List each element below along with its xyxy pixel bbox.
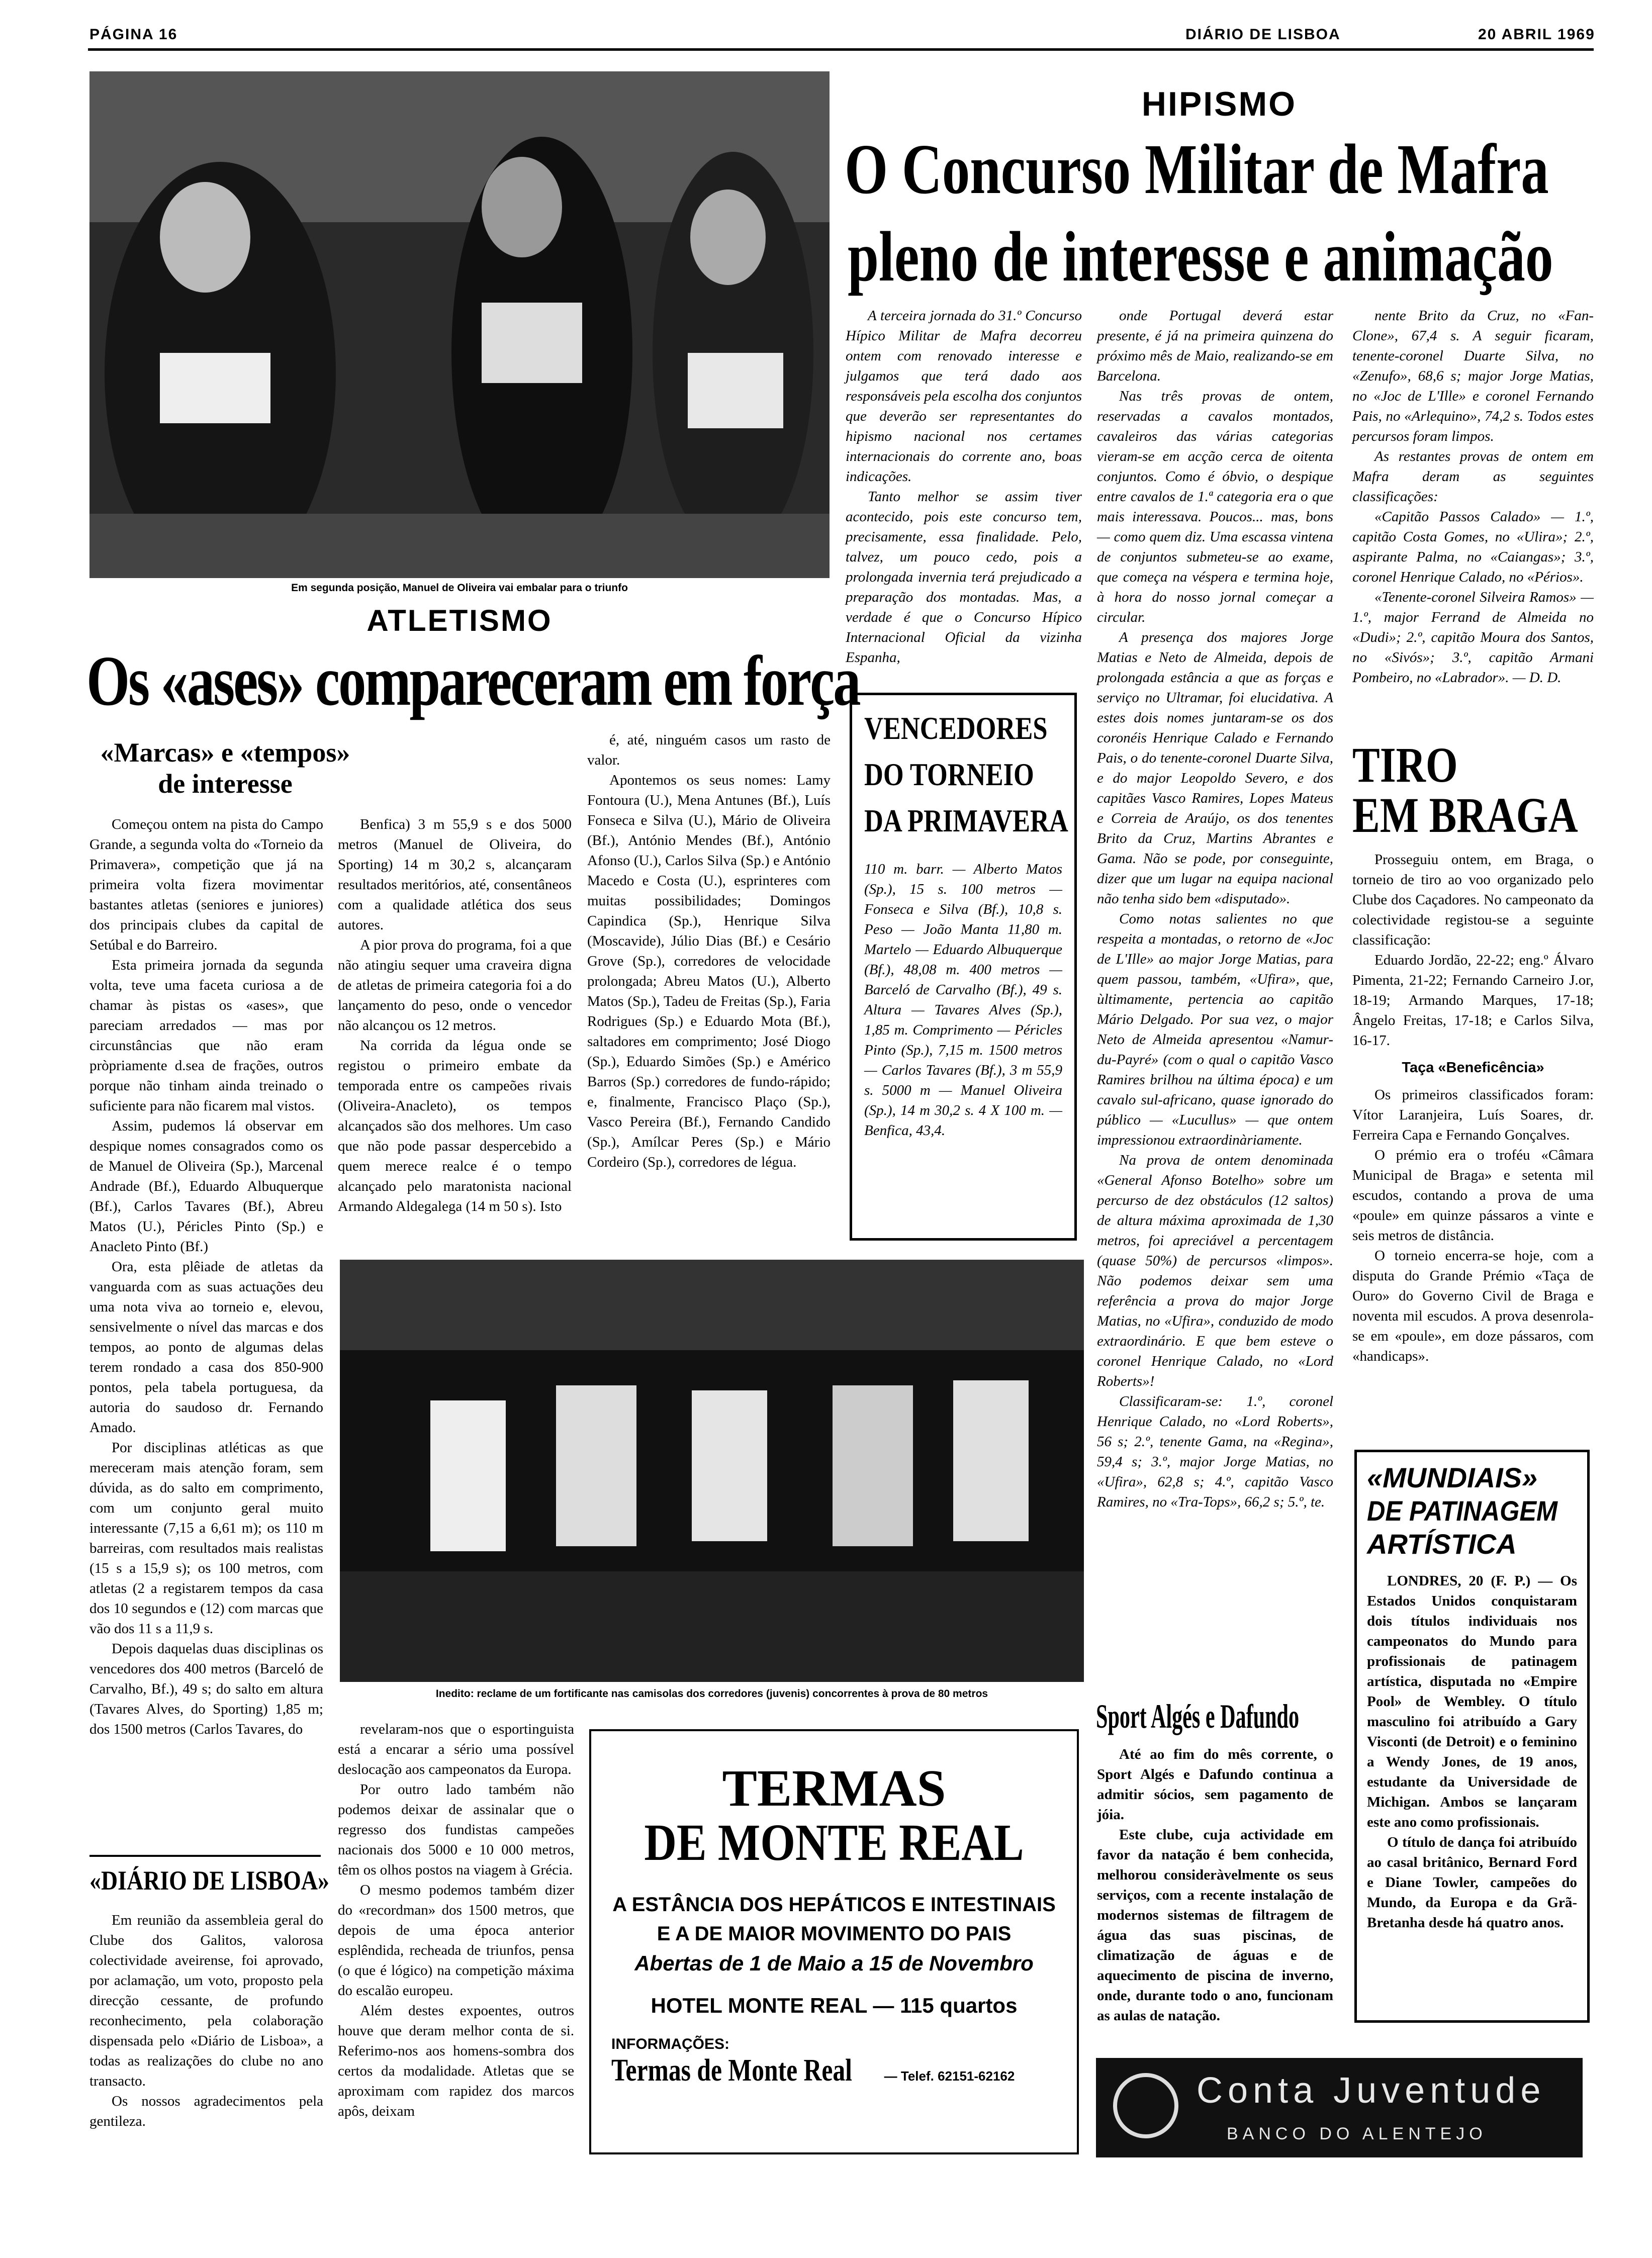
paragraph: Apontemos os seus nomes: Lamy Fontoura (U.), Mena Antunes (Bf.), Luís Fonseca e Silva (U.), Mário de Oliveira (Bf.), António Mendes (Bf.), António Afonso (U.), Carlos Silva (Sp.) e António Macedo e Costa (U.), esprinteres com muitas possibilidades; Domingos Capindica (Sp.), Henrique Silva (Moscavide), Júlio Dias (Bf.) e Cesário Grove (Sp.), corredores de velocidade prolongada; Abreu Matos (U.), Alberto Matos (Sp.), Tadeu de Freitas (Sp.), Faria Rodrigues (Sp.) e Eduardo Mota (Bf.), saltadores em comprimento; José Diogo (Sp.), Eduardo Simões (Sp.) e Américo Barros (Sp.) corredores de fundo-rápido; e, finalmente, Francisco Plaço (Sp.), Vasco Pereira (Bf.), Fernando Candido (Sp.), Amílcar Peres (Sp.) e Mário Cordeiro (Sp.), corredores de légua.	[587, 772, 831, 1170]
sport-alges-text	[1097, 1744, 1333, 2026]
tiro-title-line: TIRO	[1352, 737, 1458, 793]
paragraph: «Tenente-coronel Silveira Ramos» — 1.º, major Ferrand de Almeida no «Dudi»; 2.º, capitão Moura dos Santos, no «Sivós»; 3.º, capitão Armani Pombeiro, no «Labrador». — D. D.	[1352, 589, 1594, 686]
banco-alentejo-ad	[1096, 2058, 1583, 2157]
paragraph: A pior prova do programa, foi a que não atingiu sequer uma craveira digna de atletas de primeira categoria foi a do lançamento do peso, onde o vencedor não alcançou os 12 metros.	[338, 937, 572, 1033]
paragraph: O título de dança foi atribuído ao casal britânico, Bernard Ford e Diane Towler, campeões do Mundo, da Europa e da Grã-Bretanha desde há quatro anos.	[1367, 1834, 1577, 1931]
paragraph: A terceira jornada do 31.º Concurso Hípico Militar de Mafra decorreu ontem com renovado interesse e julgamos que terá dado aos responsáveis pela escolha dos conjuntos que deverão ser representantes do hipismo nacional nos certames internacionais do corrente ano, boas indicações.	[846, 308, 1082, 485]
tiro-title	[1352, 737, 1594, 843]
paragraph: Por outro lado também não podemos deixar de assinalar que o regresso dos fundistas campeões nacionais dos 5000 e 10 000 metros, têm os olhos postos na viagem à Grécia.	[338, 1781, 574, 1878]
juvenile-runners-photo	[340, 1260, 1084, 1682]
top-photo-caption: Em segunda posição, Manuel de Oliveira vai embalar para o triunfo	[291, 582, 628, 594]
newspaper-name: DIÁRIO DE LISBOA	[1185, 26, 1341, 43]
paragraph: Ora, esta plêiade de atletas da vanguarda com as suas actuações deu uma nota viva ao torneio e, elevou, sensivelmente o nível das marcas e dos tempos, ao ponto de algumas delas terem rondado a casa dos 850-900 pontos, pela tabela portuguesa, da autoria do saudoso dr. Fernando Amado.	[89, 1259, 323, 1436]
section-hipismo: HIPISMO	[1141, 85, 1297, 123]
vencedores-title	[852, 695, 1074, 844]
paragraph: Na corrida da légua onde se registou o primeiro embate da temporada entre os campeões rivais (Oliveira-Anacleto), os tempos alcançados são dos melhores. Um caso que não pode passar despercebido a quem merece realce é o tempo alcançado pelo maratonista nacional Armando Aldegalega (14 m 50 s). Isto	[338, 1038, 572, 1214]
paragraph: Depois daquelas duas disciplinas os vencedores dos 400 metros (Barceló de Carvalho, Bf.), 49 s; do salto em altura (Tavares Alves, do Sporting) 1,85 m; dos 1500 metros (Carlos Tavares, do	[89, 1641, 323, 1737]
paragraph: onde Portugal deverá estar presente, é já na primeira quinzena do próximo mês de Maio, realizando-se em Barcelona.	[1097, 308, 1333, 384]
atletismo-column-1	[89, 814, 323, 1739]
vencedores-box	[850, 693, 1077, 1241]
termas-contact-name: Termas de Monte Real	[611, 2053, 852, 2088]
paragraph: Os nossos agradecimentos pela gentileza.	[89, 2093, 323, 2129]
paragraph: Benfica) 3 m 55,9 s e dos 5000 metros (Manuel de Oliveira, do Sporting) 14 m 30,2 s, alcançaram resultados meritórios, até, consentâneos com a qualidade atlética dos seus autores.	[338, 816, 572, 933]
termas-contact	[591, 2053, 1077, 2089]
atletismo-subheading: «Marcas» e «tempos» de interesse	[100, 737, 350, 799]
mundiais-title	[1357, 1452, 1587, 1561]
diario-text	[89, 1910, 323, 2131]
paragraph: O torneio encerra-se hoje, com a disputa do Grande Prémio «Taça de Ouro» do Governo Civil de Braga e noventa mil escudos. A prova desenrola-se em «poule», em doze pássaros, com «handicaps».	[1352, 1248, 1594, 1364]
paragraph: O prémio era o troféu «Câmara Municipal de Braga» e setenta mil escudos, contando a prova de uma «poule» em quinze pássaros a vinte e seis metros de distância.	[1352, 1147, 1594, 1244]
paragraph: nente Brito da Cruz, no «Fan-Clone», 67,4 s. A seguir ficaram, tenente-coronel Duarte Silva, no «Zenufo», 68,6 s; major Jorge Matias, no «Joc de L'Ille» e coronel Fernando Pais, no «Arlequino», 74,2 s. Todos estes percursos foram limpos.	[1352, 308, 1594, 444]
tiro-subhead: Taça «Beneficência»	[1402, 1060, 1544, 1076]
bank-ad-name: BANCO DO ALENTEJO	[1227, 2124, 1487, 2143]
sport-alges-title: Sport Algés e Dafundo	[1096, 1697, 1300, 1735]
paragraph: O mesmo podemos também dizer do «recordman» dos 1500 metros, que depois de uma época anterior esplêndida, recheada de triunfos, pensa (o que é lógico) na competição máxima do escalão europeu.	[338, 1882, 574, 1999]
tiro-text	[1352, 850, 1594, 1366]
paragraph: revelaram-nos que o esportinguista está a encarar a sério uma possível deslocação aos campeonatos da Europa.	[338, 1721, 574, 1777]
paragraph: A presença dos majores Jorge Matias e Neto de Almeida, depois de prolongada estância a que as forças e serviço no Ultramar, foi elucidativa. A estes dois nomes juntaram-se os dos coronéis Henrique Calado e Fernando Pais, o do tenente-coronel Duarte Silva, e do major Leopoldo Severo, e dos capitães Vasco Ramires, Lopes Mateus e Correia de Araújo, os dos tenentes Brito da Cruz, Martins Abrantes e Gama. Não se pode, por conseguinte, dizer que um lugar na equipa nacional não tenha sido bem «disputado».	[1097, 629, 1333, 907]
termas-info-label: INFORMAÇÕES:	[611, 2036, 729, 2052]
paragraph: Prosseguiu ontem, em Braga, o torneio de tiro ao voo organizado pelo Clube dos Caçadores. No campeonato da colectividade registou-se a seguinte classificação:	[1352, 852, 1594, 948]
paragraph: Começou ontem na pista do Campo Grande, a segunda volta do «Torneio da Primavera», competição que já na primeira volta fizera movimentar bastantes atletas (seniores e juniores) dos principais clubes da capital de Setúbal e do Barreiro.	[89, 816, 323, 953]
paragraph: Como notas salientes no que respeita a montadas, o retorno de «Joc de L'Ille» ao major Jorge Matias, para quem passou, também, «Ufira», que, ùltimamente, pertencia ao capitão Mário Delgado. Por sua vez, o major Neto de Almeida apresentou «Namur-du-Payré» (com o qual o capitão Vasco Ramires brilhou na última época) e um cavalo sul-africano, quase ignorado do público — «Lucullus» — que ontem impressionou extraordinàriamente.	[1097, 911, 1333, 1148]
paragraph: Além destes expoentes, outros houve que deram melhor conta de si. Referimo-nos aos homens-sombra dos certos da modalidade. Atletas que se aproximam com rapidez dos marcos apôs, deixam	[338, 2003, 574, 2119]
mid-photo-caption: Inedito: reclame de um fortificante nas camisolas dos corredores (juvenis) concorrentes à prova de 80 metros	[435, 1688, 988, 1700]
hipismo-column-2	[1097, 306, 1333, 1512]
mundiais-title-line: «MUNDIAIS»	[1367, 1462, 1538, 1493]
paragraph: Os primeiros classificados foram: Vítor Laranjeira, Luís Soares, dr. Ferreira Capa e Fernando Gonçalves.	[1352, 1087, 1594, 1143]
paragraph: Assim, pudemos lá observar em despique nomes consagrados como os de Manuel de Oliveira (Sp.), Marcenal Andrade (Bf.), Eduardo Albuquerque (Bf.), Carlos Tavares (Bf.), Abreu Matos (U.), Péricles Pinto (Sp.) e Anacleto Pinto (Bf.)	[89, 1118, 323, 1255]
mundiais-title-line: DE PATINAGEM	[1367, 1495, 1557, 1527]
vencedores-title-line: VENCEDORES	[864, 710, 1048, 746]
atletismo-column-4	[338, 1719, 574, 2121]
termas-hotel: HOTEL MONTE REAL — 115 quartos	[651, 1994, 1018, 2017]
issue-date: 20 ABRIL 1969	[1478, 26, 1595, 43]
page-number: PÁGINA 16	[89, 26, 178, 43]
vencedores-title-line: DA PRIMAVERA	[864, 803, 1068, 838]
mundiais-text	[1357, 1561, 1587, 1933]
termas-subtitle: DE MONTE REAL	[644, 1814, 1024, 1871]
mundiais-box	[1354, 1450, 1590, 2023]
header-rule	[88, 48, 1594, 51]
mundiais-title-line: ARTÍSTICA	[1367, 1528, 1517, 1560]
paragraph: Na prova de ontem denominada «General Afonso Botelho» sobre um percurso de dez obstáculos (12 saltos) de altura máxima aproximada de 1,30 metros, foi apreciável a percentagem (quase 50%) de percursos «limpos». Não podemos deixar sem uma referência a prova do major Jorge Matias, no «Ufira», conduzido de modo extraordinário. E que bem esteve o coronel Henrique Calado, no «Lord Roberts»!	[1097, 1152, 1333, 1389]
vencedores-results: 110 m. barr. — Alberto Matos (Sp.), 15 s. 100 metros — Fonseca e Silva (Bf.), 10,8 s. Peso — João Manta 11,80 m. Martelo — Eduardo Albuquerque (Bf.), 48,08 m. 400 metros — Barceló de Carvalho (Bf.), 49 s. Altura — Tavares Alves (Sp.), 1,85 m. Comprimento — Péricles Pinto (Sp.), 7,15 m. 1500 metros — Carlos Tavares (Bf.), 3 m 55,9 s. 5000 m — Manuel Oliveira (Sp.), 14 m 30,2 s. 4 X 100 m. — Benfica, 43,4.	[864, 861, 1062, 1139]
paragraph: é, até, ninguém casos um rasto de valor.	[587, 732, 831, 768]
bank-logo-icon	[1113, 2073, 1178, 2138]
atletismo-column-3	[587, 730, 831, 1172]
paragraph: Por disciplinas atléticas as que mereceram mais atenção foram, sem dúvida, as do salto em comprimento, com um conjunto geral muito interessante (7,15 a 6,61 m); os 110 m barreiras, com resultados mais realistas (15 s a 15,9 s); os 100 metros, com atletas (2 a registarem tempos da casa dos 10 segundos e (12) com marcas que vão dos 11 s a 11,9 s.	[89, 1440, 323, 1637]
termas-phone: — Telef. 62151-62162	[884, 2068, 1015, 2084]
paragraph: Até ao fim do mês corrente, o Sport Algés e Dafundo continua a admitir sócios, sem pagamento de jóia.	[1097, 1746, 1333, 1823]
paragraph: LONDRES, 20 (F. P.) — Os Estados Unidos conquistaram dois títulos individuais nos campeonatos do Mundo para profissionais de patinagem artística, disputada no «Empire Pool» de Wembley. O título masculino foi atribuído a Gary Visconti (de Detroit) e o feminino a Wendy Jones, de 19 anos, estudante da Universidade de Michigan. Ambos se lançaram este ano como profissionais.	[1367, 1573, 1577, 1830]
termas-season: Abertas de 1 de Maio a 15 de Novembro	[634, 1951, 1034, 1975]
paragraph: Tanto melhor se assim tiver acontecido, pois este concurso tem, precisamente, essa finalidade. Pelo, talvez, um pouco cedo, pois a prolongada invernia terá prejudicado a preparação dos montadas. Mas, a verdade é que o Concurso Hípico Internacional Oficial da vizinha Espanha,	[846, 489, 1082, 666]
termas-tagline: A ESTÂNCIA DOS HEPÁTICOS E INTESTINAIS E A DE MAIOR MOVIMENTO DO PAIS	[612, 1894, 1056, 1945]
paragraph: As restantes provas de ontem em Mafra deram as seguintes classificações:	[1352, 448, 1594, 505]
paragraph: «Capitão Passos Calado» — 1.º, capitão Costa Gomes, no «Ulira»; 2.º, aspirante Palma, no «Caiangas»; 3.º, coronel Henrique Calado, no «Périos».	[1352, 509, 1594, 585]
atletismo-headline: Os «ases» compareceram em força	[86, 641, 860, 720]
vencedores-title-line: DO TORNEIO	[864, 757, 1034, 792]
paragraph: Esta primeira jornada da segunda volta, teve uma faceta curiosa a de chamar às pistas os «ases», que pareciam arredados — mas por circunstâncias que não eram pròpriamente d.sea de frações, outros porque não tinham ainda treinado o suficiente para não ficarem mal vistos.	[89, 957, 323, 1114]
hipismo-headline-1: O Concurso Militar de Mafra	[845, 129, 1549, 209]
divider	[89, 1855, 321, 1857]
hipismo-column-1	[846, 306, 1082, 668]
paragraph: Eduardo Jordão, 22-22; eng.º Álvaro Pimenta, 21-22; Fernando Carneiro J.or, 18-19; Armando Marques, 17-18; Ângelo Freitas, 17-18; e Carlos Silva, 16-17.	[1352, 952, 1594, 1049]
termas-title: TERMAS	[722, 1759, 946, 1817]
section-atletismo: ATLETISMO	[366, 604, 553, 637]
diario-title: «DIÁRIO DE LISBOA»	[89, 1865, 329, 1896]
paragraph: Classificaram-se: 1.º, coronel Henrique Calado, no «Lord Roberts», 56 s; 2.º, tenente Gama, na «Regina», 59,4 s; 3.º, major Jorge Matias, no «Ufira», 62,8 s; 4.º, capitão Vasco Ramires, no «Tra-Tops», 66,2 s; 5.º, te.	[1097, 1393, 1333, 1510]
bank-ad-slogan: Conta Juventude	[1197, 2071, 1546, 2111]
hipismo-column-3	[1352, 306, 1594, 688]
paragraph: Nas três provas de ontem, reservadas a cavalos montados, cavaleiros das várias categorias vieram-se em acção cerca de oitenta conjuntos. Como é óbvio, o despique entre cavalos de 1.ª categoria era o que mais interessava. Poucos... mas, bons — como quem diz. Uma escassa vintena de conjuntos submeteu-se ao exame, que começa na véspera e termina hoje, à hora do nosso jornal começar a circular.	[1097, 388, 1333, 625]
paragraph: Este clube, cuja actividade em favor da natação é bem conhecida, melhorou consideràvelmente os seus serviços, com a recente instalação de modernos sistemas de filtragem de água das suas piscinas, de climatização de águas e de aquecimento de piscina de inverno, onde, durante todo o ano, funcionam as aulas de natação.	[1097, 1827, 1333, 2024]
atletismo-column-2	[338, 814, 572, 1216]
hipismo-headline-2: pleno de interesse e animação	[848, 217, 1553, 296]
tiro-title-line: EM BRAGA	[1352, 787, 1578, 843]
paragraph: Em reunião da assembleia geral do Clube dos Galitos, valorosa colectividade aveirense, foi aprovado, por aclamação, um voto, proposto pela direcção cessante, de profundo reconhecimento, pela colaboração dispensada pelo «Diário de Lisboa», a todas as realizações do clube no ano transacto.	[89, 1912, 323, 2089]
termas-advertisement	[589, 1729, 1079, 2154]
runners-photo	[89, 71, 830, 578]
